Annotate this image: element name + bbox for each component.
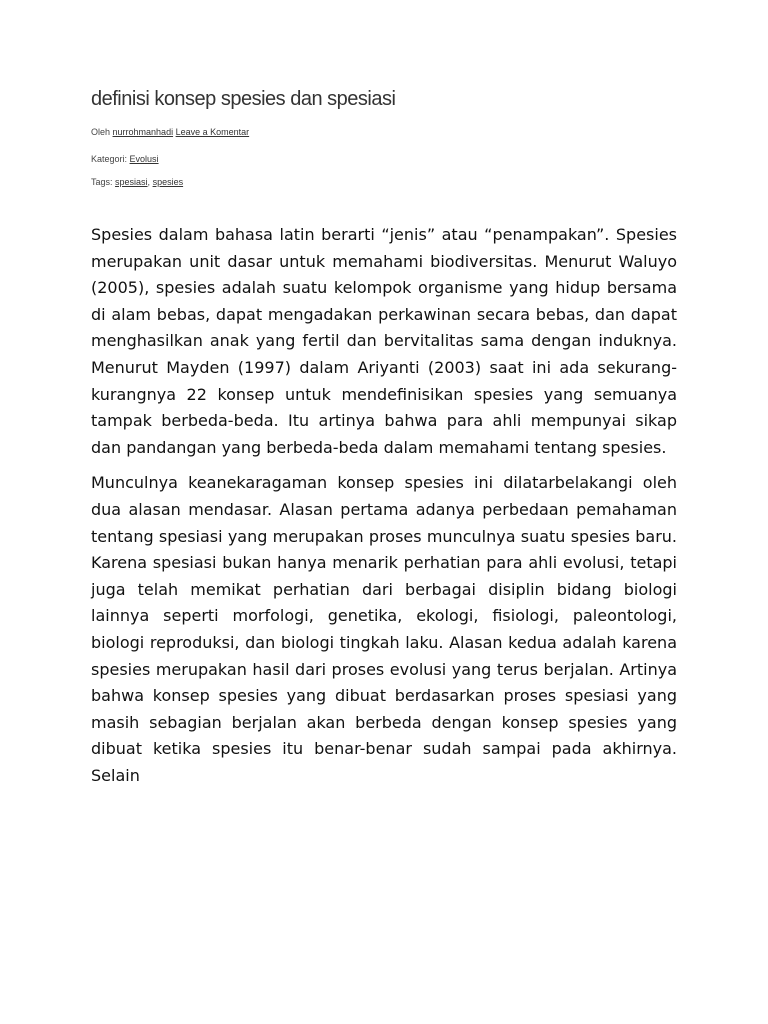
post-byline [91,127,249,137]
article-body [91,222,677,798]
category-label: Kategori: [91,154,128,164]
byline-prefix: Oleh [91,127,111,137]
post-category [91,154,159,164]
leave-comment-link[interactable]: Leave a Komentar [175,127,250,137]
author-link[interactable]: nurrohmanhadi [112,127,174,137]
tag-separator: , [147,177,151,187]
paragraph-2: Munculnya keanekaragaman konsep spesies ini dilatarbelakangi oleh dua alasan mendasar. Alasan pertama adanya perbedaan pemahaman tentang spesiasi yang merupakan proses munculnya suatu spesies baru. Karena spesiasi bukan hanya menarik perhatian para ahli evolusi, tetapi juga telah memikat perhatian dari berbagai disiplin bidang biologi lainnya seperti morfologi, genetika, ekologi, fisiologi, paleontologi, biologi reproduksi, dan biologi tingkah laku. Alasan kedua adalah karena spesies merupakan hasil dari proses evolusi yang terus berjalan. Artinya bahwa konsep spesies yang dibuat berdasarkan proses spesiasi yang masih sebagian berjalan akan berbeda dengan konsep spesies yang dibuat ketika spesies itu benar-benar sudah sampai pada akhirnya. Selain [91,473,677,785]
post-title: definisi konsep spesies dan spesiasi [91,88,396,110]
post-tags [91,177,183,187]
paragraph-1: Spesies dalam bahasa latin berarti “jenis” atau “penampakan”. Spesies merupakan unit dasar untuk memahami biodiversitas. Menurut Waluyo (2005), spesies adalah suatu kelompok organisme yang hidup bersama di alam bebas, dapat mengadakan perkawinan secara bebas, dan dapat menghasilkan anak yang fertil dan bervitalitas sama dengan induknya. Menurut Mayden (1997) dalam Ariyanti (2003) saat ini ada sekurang-kurangnya 22 konsep untuk mendefinisikan spesies yang semuanya tampak berbeda-beda. Itu artinya bahwa para ahli mempunyai sikap dan pandangan yang berbeda-beda dalam memahami tentang spesies. [91,225,677,457]
tag-link-spesiasi[interactable]: spesiasi [115,177,148,187]
tag-link-spesies[interactable]: spesies [152,177,184,187]
tags-label: Tags: [91,177,113,187]
category-link-evolusi[interactable]: Evolusi [129,154,159,164]
